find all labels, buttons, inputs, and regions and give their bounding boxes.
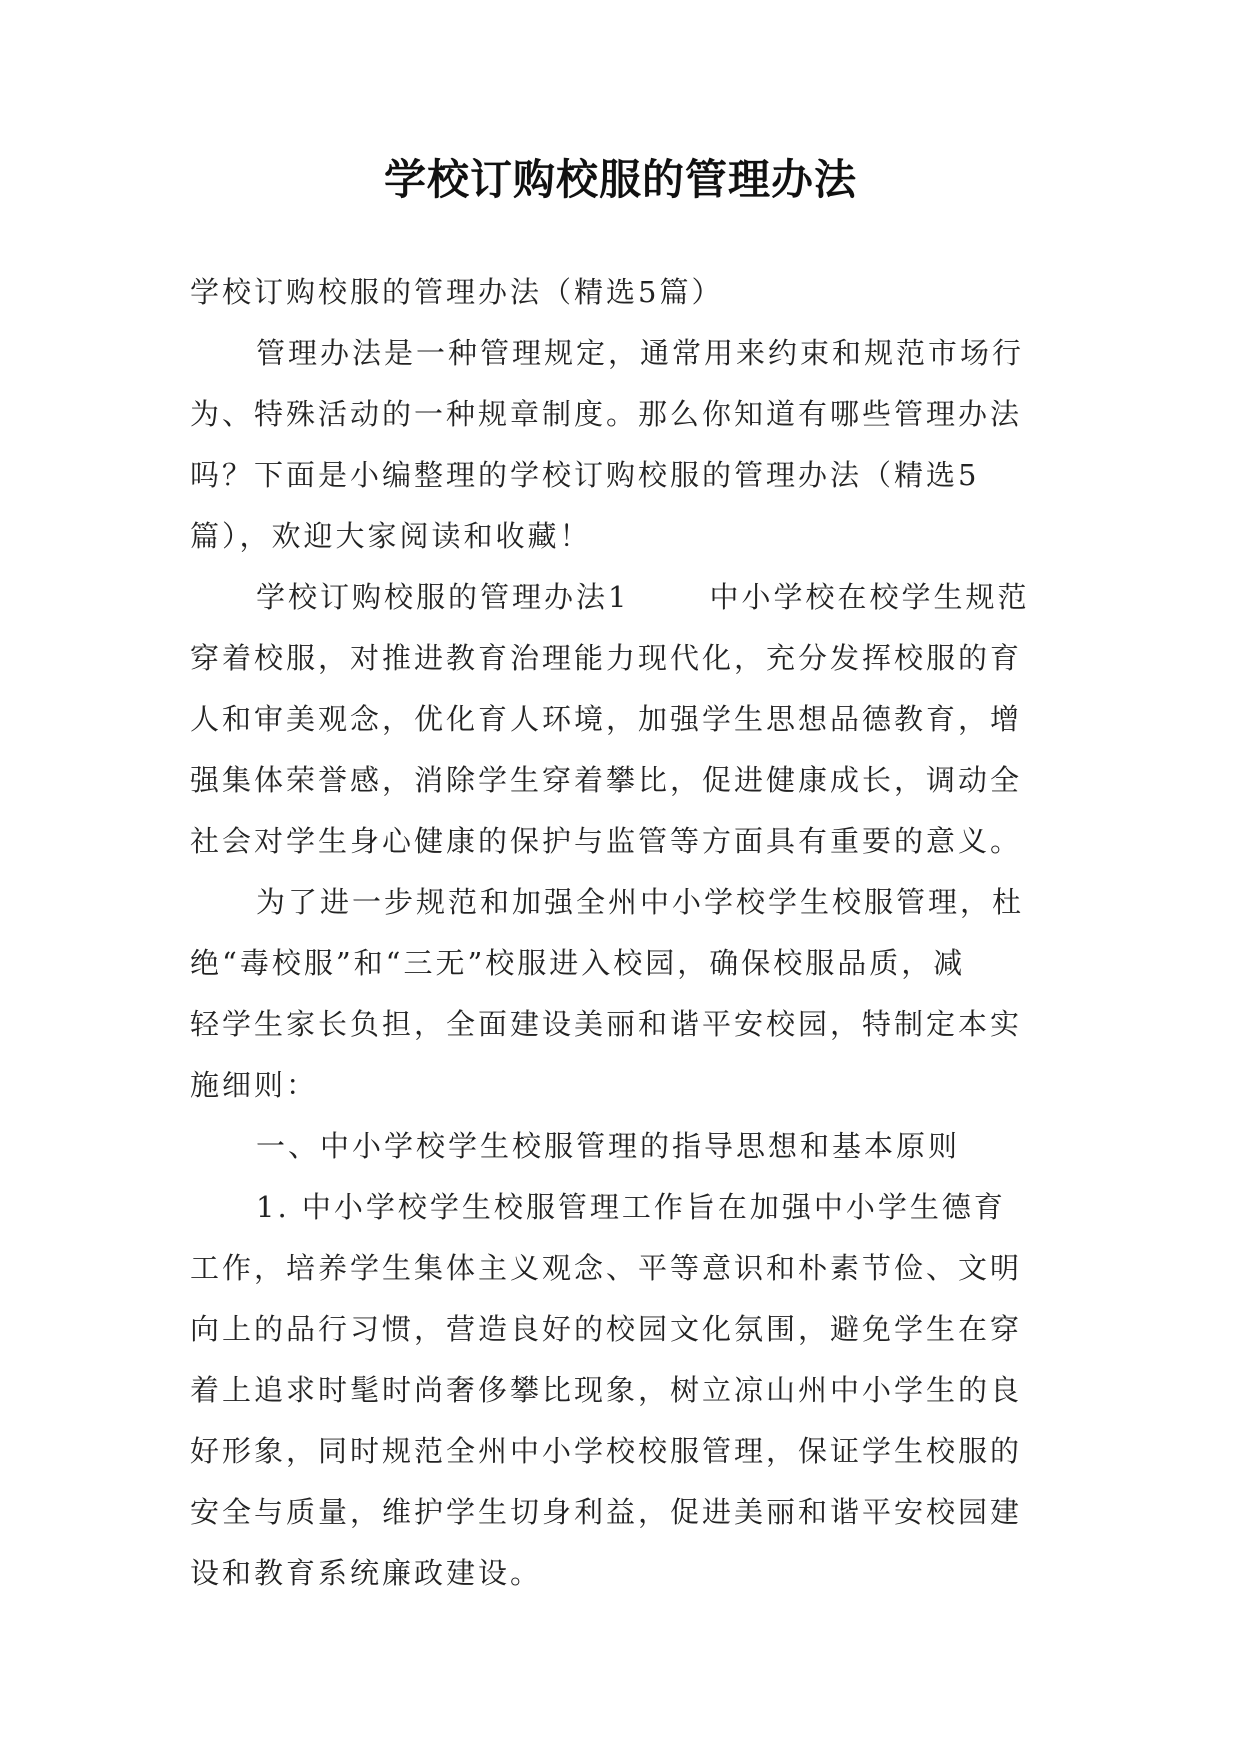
subtitle-line: 学校订购校服的管理办法（精选5篇） bbox=[190, 275, 724, 309]
paragraph-line: 绝“毒校服”和“三无”校服进入校园，确保校服品质，减 bbox=[190, 946, 966, 980]
paragraph-line: 安全与质量，维护学生切身利益，促进美丽和谐平安校园建 bbox=[190, 1495, 1023, 1529]
intro-line: 管理办法是一种管理规定，通常用来约束和规范市场行 bbox=[256, 336, 1025, 370]
paragraph-line: 好形象，同时规范全州中小学校校服管理，保证学生校服的 bbox=[190, 1434, 1023, 1468]
paragraph-line: 向上的品行习惯，营造良好的校园文化氛围，避免学生在穿 bbox=[190, 1312, 1023, 1346]
intro-line: 吗？下面是小编整理的学校订购校服的管理办法（精选5 bbox=[190, 458, 980, 492]
paragraph-line: 社会对学生身心健康的保护与监管等方面具有重要的意义。 bbox=[190, 824, 1023, 858]
document-title: 学校订购校服的管理办法 bbox=[383, 155, 857, 204]
section-heading: 学校订购校服的管理办法1 bbox=[256, 580, 630, 614]
document-body bbox=[190, 262, 1060, 1604]
paragraph-line: 1. 中小学校学生校服管理工作旨在加强中小学生德育 bbox=[256, 1190, 1006, 1224]
subsection-heading: 一、中小学校学生校服管理的指导思想和基本原则 bbox=[256, 1129, 961, 1163]
section-heading-line bbox=[190, 567, 1060, 628]
paragraph-line: 着上追求时髦时尚奢侈攀比现象，树立凉山州中小学生的良 bbox=[190, 1373, 1023, 1407]
paragraph-line: 强集体荣誉感，消除学生穿着攀比，促进健康成长，调动全 bbox=[190, 763, 1023, 797]
paragraph-line: 工作，培养学生集体主义观念、平等意识和朴素节俭、文明 bbox=[190, 1251, 1023, 1285]
paragraph-line: 设和教育系统廉政建设。 bbox=[190, 1556, 543, 1590]
paragraph-line: 施细则： bbox=[190, 1068, 319, 1102]
paragraph-line: 人和审美观念，优化育人环境，加强学生思想品德教育，增 bbox=[190, 702, 1023, 736]
section-lead-text: 中小学校在校学生规范 bbox=[709, 580, 1030, 614]
intro-line: 篇），欢迎大家阅读和收藏！ bbox=[190, 519, 592, 553]
intro-line: 为、特殊活动的一种规章制度。那么你知道有哪些管理办法 bbox=[190, 397, 1023, 431]
paragraph-line: 轻学生家长负担，全面建设美丽和谐平安校园，特制定本实 bbox=[190, 1007, 1023, 1041]
paragraph-line: 穿着校服，对推进教育治理能力现代化，充分发挥校服的育 bbox=[190, 641, 1023, 675]
paragraph-line: 为了进一步规范和加强全州中小学校学生校服管理，杜 bbox=[256, 885, 1025, 919]
